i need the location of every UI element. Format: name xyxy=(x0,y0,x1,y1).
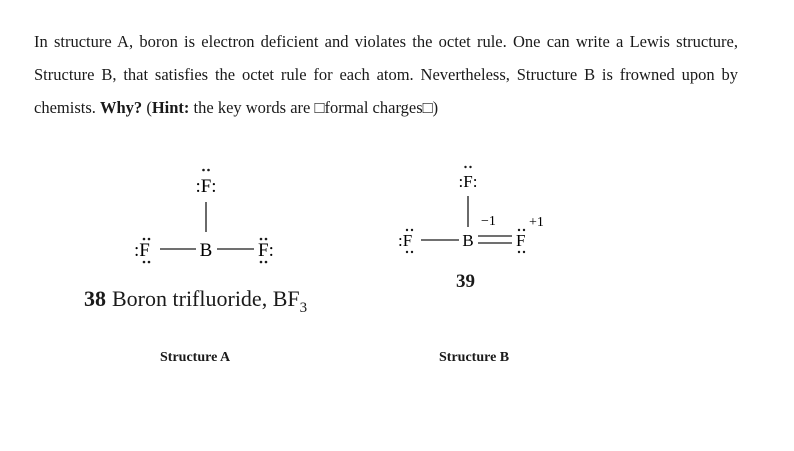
lone-pair-dot xyxy=(411,251,413,253)
lone-pair-dot xyxy=(518,251,520,253)
compound-number-39: 39 xyxy=(456,271,475,292)
compound-name: Boron trifluoride, BF xyxy=(112,286,300,311)
lone-pair-dot xyxy=(207,169,210,172)
structure-b-boron: B xyxy=(462,231,474,250)
structure-a-top-f: :F: xyxy=(195,176,217,197)
hint-label: Hint: xyxy=(151,97,190,117)
structure-b-label: Structure B xyxy=(439,350,510,365)
structure-a-left-f: :F xyxy=(134,240,150,261)
structure-a-boron: B xyxy=(199,240,213,261)
lone-pair-dot xyxy=(143,238,146,241)
lone-pair-dot xyxy=(469,166,471,168)
lone-pair-dot xyxy=(406,251,408,253)
lone-pair-dot xyxy=(406,229,408,231)
structure-b-svg xyxy=(385,155,555,265)
lone-pair-dot xyxy=(260,261,263,264)
structure-a-svg xyxy=(120,160,310,280)
hint-text: the key words are □formal charges□) xyxy=(189,97,439,117)
structure-b-diagram xyxy=(385,155,555,265)
structure-b-boron-charge: −1 xyxy=(481,214,496,229)
structure-a-right-f: F: xyxy=(258,240,274,261)
lone-pair-dot xyxy=(265,261,268,264)
lone-pair-dot xyxy=(523,229,525,231)
structure-b-right-f: F xyxy=(516,231,526,250)
why-text: Why? xyxy=(100,97,143,117)
lone-pair-dot xyxy=(143,261,146,264)
lone-pair-dot xyxy=(260,238,263,241)
lone-pair-dot xyxy=(518,229,520,231)
structure-b-left-f: :F xyxy=(398,231,413,250)
structure-b-fluorine-charge: +1 xyxy=(529,215,544,230)
lone-pair-dot xyxy=(464,166,466,168)
lone-pair-dot xyxy=(202,169,205,172)
question-part1: In structure A, boron is electron deficient and violates the octet rule. One can write a Lewis structure, Structure B, that satisfies the octet rule for each atom. Nevertheless, Structure B is frowned upon by chemists. xyxy=(34,31,738,117)
lone-pair-dot xyxy=(148,238,151,241)
lone-pair-dot xyxy=(148,261,151,264)
structure-b-top-f: :F: xyxy=(458,172,478,191)
compound-number-38: 38 xyxy=(84,286,106,311)
structure-a-diagram xyxy=(120,160,310,280)
compound-subscript: 3 xyxy=(299,300,308,316)
structure-a-label: Structure A xyxy=(160,350,231,365)
structure-a-caption xyxy=(84,286,307,317)
question-text xyxy=(34,25,738,124)
lone-pair-dot xyxy=(523,251,525,253)
lone-pair-dot xyxy=(411,229,413,231)
lone-pair-dot xyxy=(265,238,268,241)
open-paren: ( xyxy=(142,97,152,117)
